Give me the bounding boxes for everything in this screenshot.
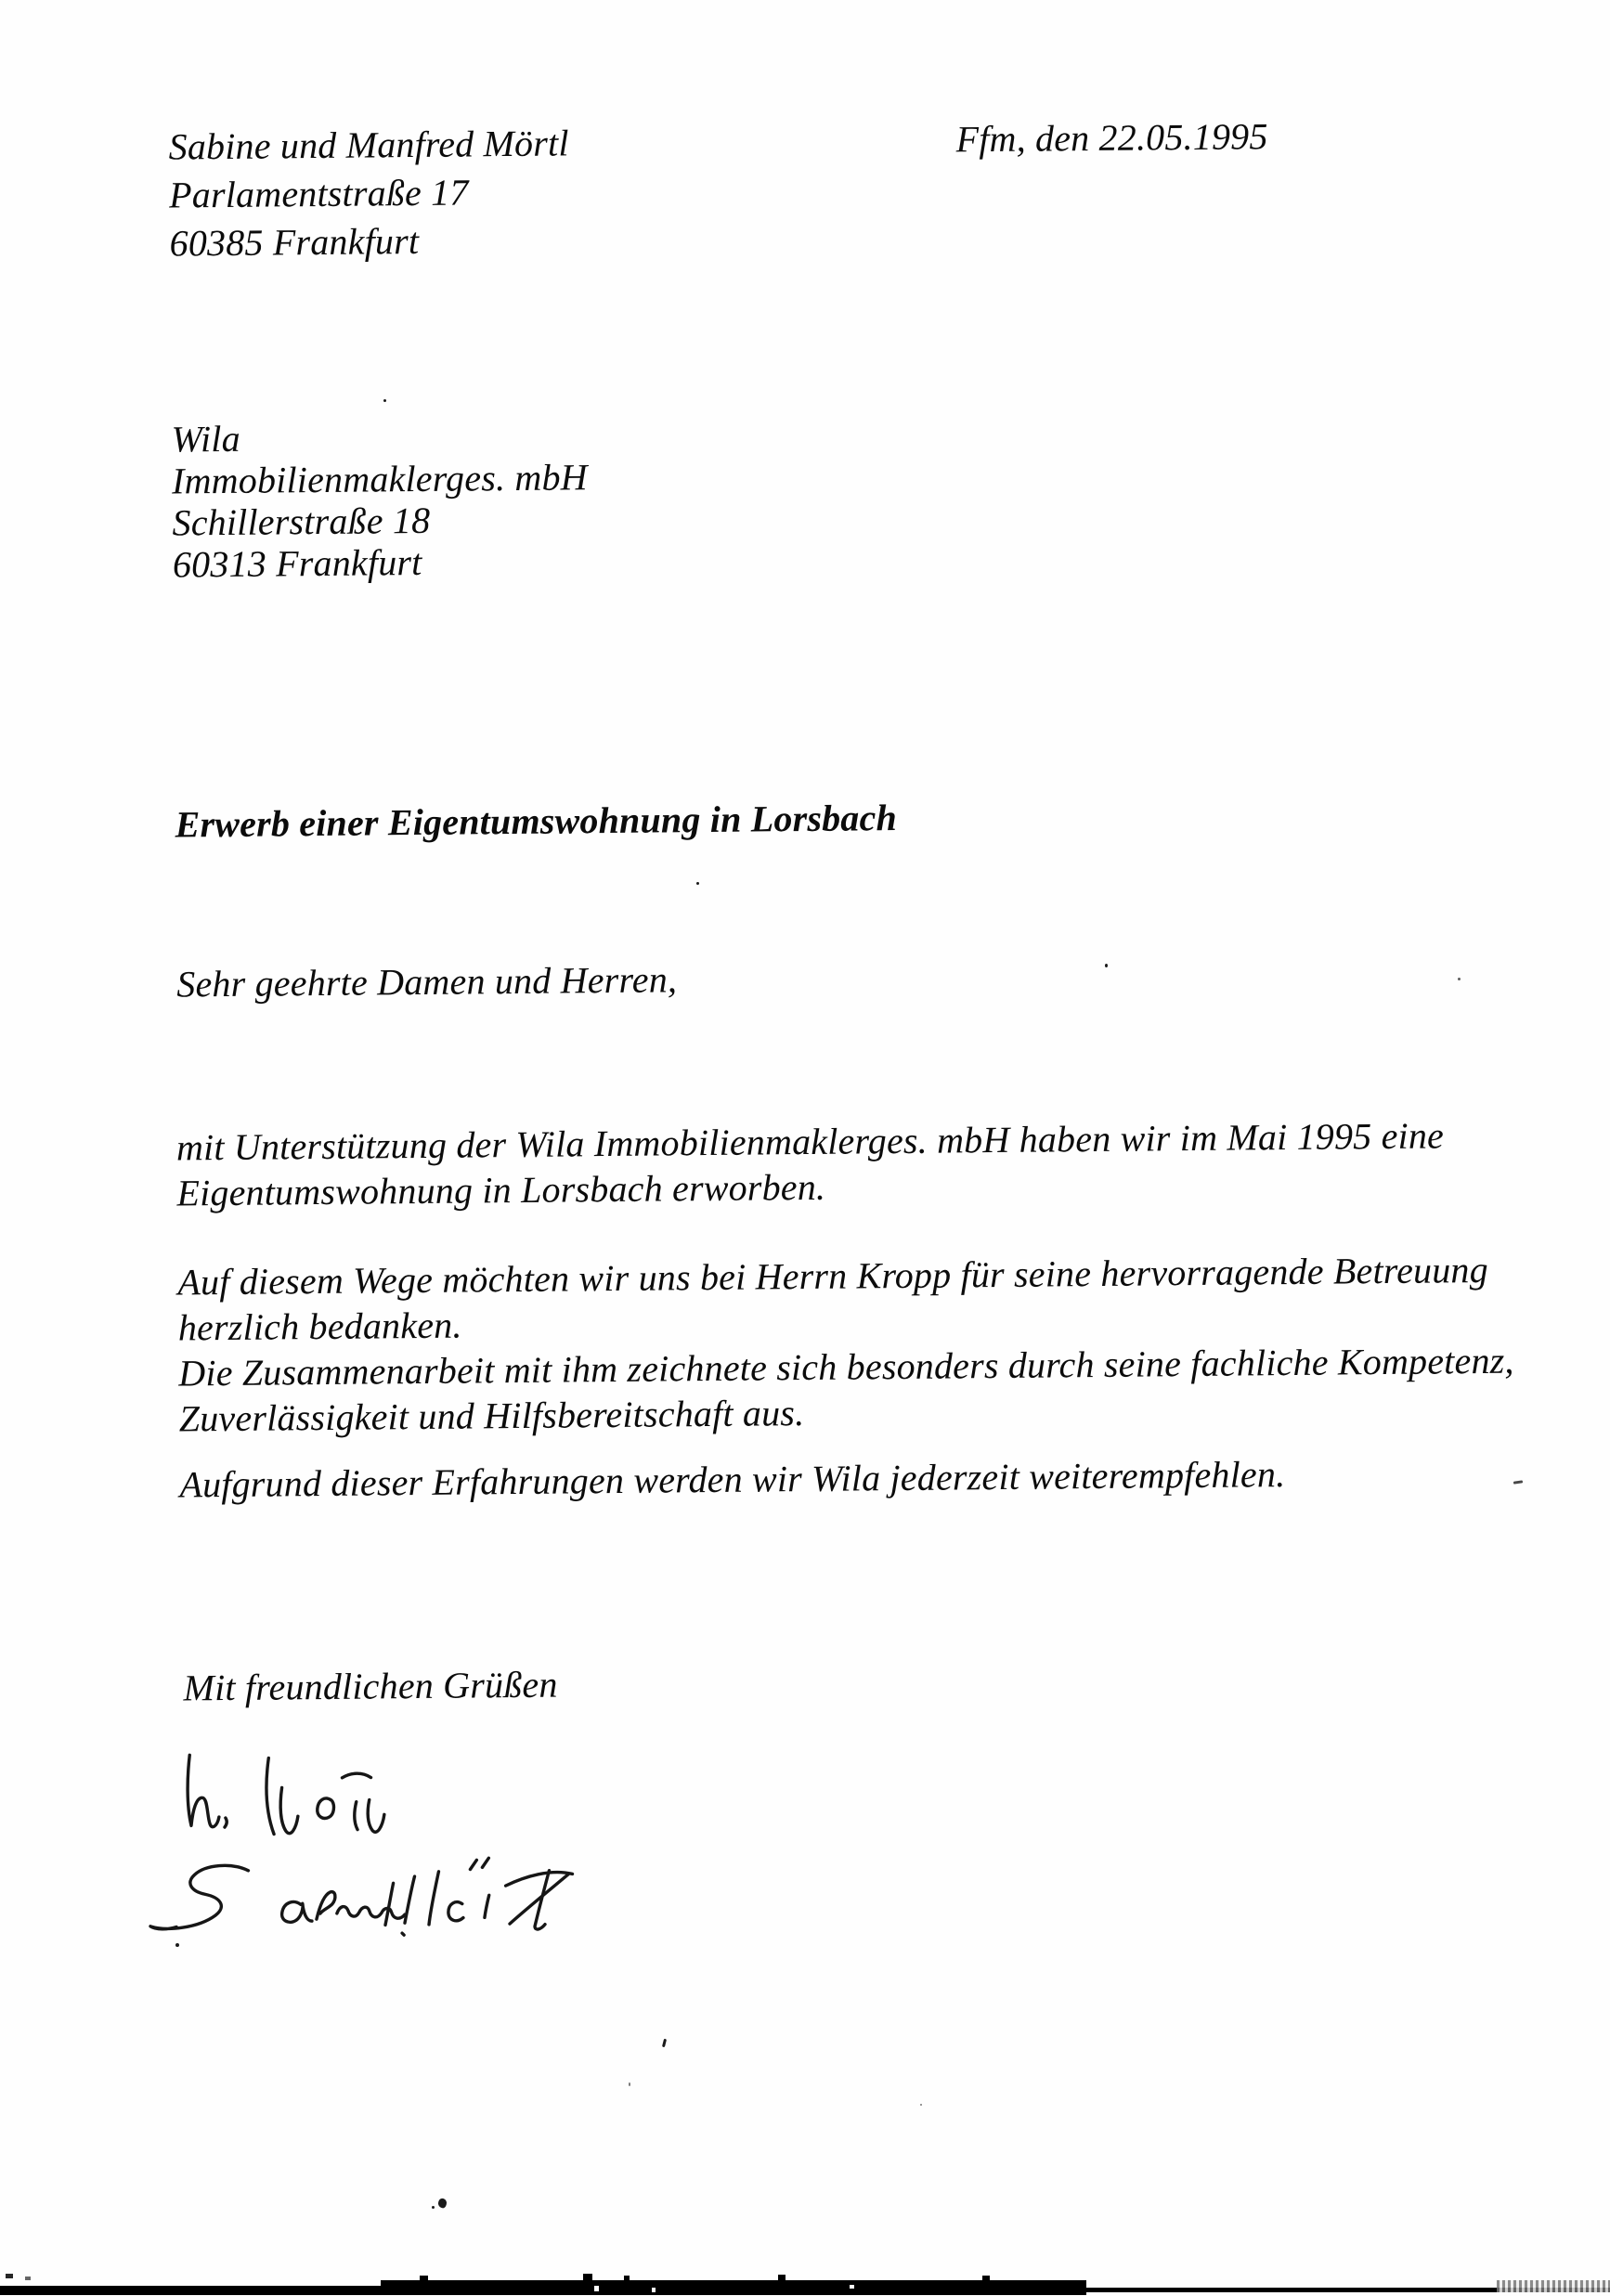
recipient-street: Schillerstraße 18 bbox=[172, 499, 431, 544]
scan-speck bbox=[432, 2206, 435, 2209]
body-paragraph-1: mit Unterstützung der Wila Immobilienmaklerges. mbH haben wir im Mai 1995 eine Eigentumswohnung in Lorsbach erworben. bbox=[175, 1114, 1445, 1214]
scanner-bar-nick bbox=[594, 2286, 599, 2291]
sender-name: Sabine und Manfred Mörtl bbox=[168, 122, 569, 168]
body-paragraph-2: Auf diesem Wege möchten wir uns bei Herrn Kropp für seine hervorragende Betreuung herzlich bedanken. Die Zusammenarbeit mit ihm zeichnete sich besonders durch seine fachliche Kompetenz, Zuverlässigkeit und Hilfsbereitschaft aus. bbox=[177, 1248, 1514, 1440]
scan-speck bbox=[1458, 978, 1461, 980]
scanner-bar-nick bbox=[652, 2288, 656, 2292]
signature-sabine-moertl bbox=[149, 1857, 573, 1937]
scanner-bar-middle bbox=[381, 2280, 1086, 2295]
scanner-bar-speck bbox=[583, 2274, 592, 2281]
scan-speck bbox=[920, 2104, 922, 2106]
salutation: Sehr geehrte Damen und Herren, bbox=[176, 958, 678, 1005]
scan-speck bbox=[696, 882, 699, 885]
scanner-bar-speck bbox=[25, 2277, 31, 2280]
recipient-address-block bbox=[171, 414, 588, 585]
scanner-bar-speck bbox=[420, 2276, 428, 2281]
scanner-bar-left bbox=[0, 2286, 399, 2295]
sender-street: Parlamentstraße 17 bbox=[168, 171, 469, 216]
scanner-bar-speck bbox=[6, 2274, 13, 2278]
scan-speck bbox=[629, 2082, 630, 2086]
scanner-bar-hatch bbox=[1497, 2280, 1610, 2292]
signature-m-moertl bbox=[188, 1753, 384, 1835]
scan-speck bbox=[175, 1943, 179, 1947]
scanner-bar-speck bbox=[778, 2275, 786, 2281]
sender-address-block bbox=[168, 119, 570, 267]
recipient-company: Immobilienmaklerges. mbH bbox=[171, 456, 588, 502]
scanner-bar-nick bbox=[850, 2285, 854, 2289]
handwritten-signatures bbox=[98, 1719, 677, 1984]
body-paragraph-3: Aufgrund dieser Erfahrungen werden wir Wila jederzeit weiterempfehlen. bbox=[179, 1453, 1286, 1506]
date-line: Ffm, den 22.05.1995 bbox=[955, 115, 1268, 161]
recipient-name: Wila bbox=[171, 417, 240, 460]
scanner-bar-speck bbox=[624, 2276, 630, 2281]
recipient-city: 60313 Frankfurt bbox=[172, 540, 422, 586]
sender-city: 60385 Frankfurt bbox=[169, 219, 420, 265]
subject-line: Erwerb einer Eigentumswohnung in Lorsbach bbox=[175, 797, 898, 846]
scanner-bar-speck bbox=[982, 2276, 990, 2281]
scan-speck bbox=[383, 399, 386, 402]
closing-line: Mit freundlichen Grüßen bbox=[183, 1663, 558, 1709]
scan-speck bbox=[1105, 964, 1108, 967]
